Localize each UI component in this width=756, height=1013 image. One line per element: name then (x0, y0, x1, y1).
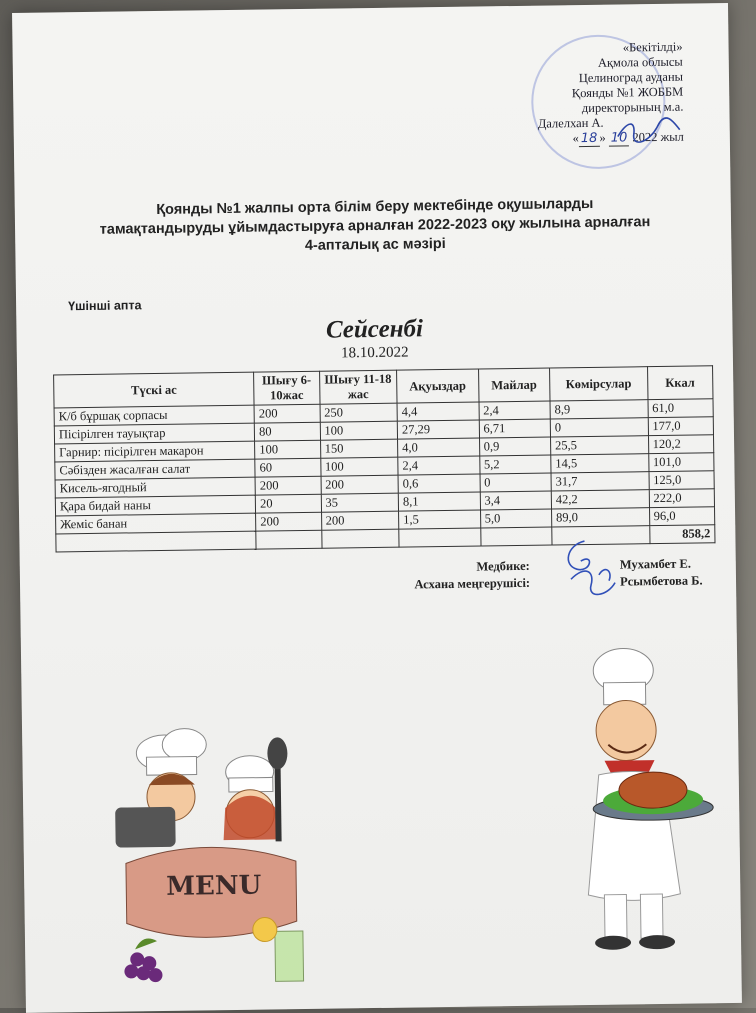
title-line: 4-апталық ас мәзірі (304, 235, 446, 254)
handwritten-signature-icon (554, 534, 625, 605)
value-cell: 89,0 (551, 508, 649, 527)
approval-line: Қоянды №1 ЖОББМ (571, 84, 684, 101)
nurse-name: Мухамбет Е. (619, 556, 691, 572)
dish-name-cell: Пісірілген тауықтар (54, 423, 254, 444)
value-cell: 6,71 (479, 419, 551, 438)
approval-line: директорының м.а. (581, 99, 684, 116)
dish-name-cell: Сәбізден жасалған салат (55, 459, 255, 480)
value-cell: 8,9 (550, 400, 648, 419)
value-cell: 100 (320, 457, 398, 476)
value-cell: 27,29 (397, 420, 479, 439)
header-cell: Көмірсулар (550, 367, 648, 401)
value-cell: 5,2 (479, 455, 551, 474)
value-cell: 120,2 (648, 435, 714, 454)
value-cell: 60 (255, 458, 321, 477)
value-cell: 100 (255, 440, 321, 459)
menu-document (12, 3, 742, 1013)
table-body (54, 399, 715, 552)
title-line: тамақтандыруды ұйымдастыруға арналған 2022-2023 оқу жылына арналған (99, 214, 651, 238)
dish-name-cell: Кисель-ягодный (55, 477, 255, 498)
value-cell: 100 (320, 421, 398, 440)
value-cell: 0,6 (398, 474, 480, 493)
date-day: 18 (579, 131, 600, 147)
day-date: 18.10.2022 (340, 344, 409, 362)
header-cell: Түскі ас (54, 372, 255, 408)
value-cell (256, 530, 322, 549)
header-cell: Шығу 6-10жас (254, 371, 320, 405)
week-label: Үшінші апта (68, 298, 142, 314)
value-cell: 150 (320, 439, 398, 458)
value-cell: 4,4 (397, 402, 479, 421)
menu-sign-text: MENU (166, 870, 262, 902)
value-cell: 222,0 (649, 489, 715, 508)
value-cell: 177,0 (648, 417, 714, 436)
canteen-name: Рсымбетова Б. (619, 573, 703, 589)
signatures-block (380, 555, 720, 594)
director-signature-icon (614, 116, 684, 147)
value-cell: 2,4 (398, 456, 480, 475)
nurse-role: Медбике: (476, 558, 530, 574)
canteen-signature-row (380, 572, 720, 594)
header-cell: Ккал (647, 366, 713, 400)
title-line: Қоянды №1 жалпы орта білім беру мектебінде оқушыларды (156, 195, 594, 219)
value-cell: 5,0 (480, 509, 552, 528)
value-cell: 25,5 (550, 436, 648, 455)
header-cell: Майлар (478, 368, 550, 402)
kids-chefs-icon (104, 721, 318, 994)
date-year: 2022 жыл (632, 129, 684, 145)
dish-name-cell: Гарнир: пісірілген макарон (55, 441, 255, 462)
value-cell: 0,9 (479, 437, 551, 456)
value-cell: 42,2 (551, 490, 649, 509)
value-cell: 858,2 (649, 525, 715, 544)
value-cell: 2,4 (479, 401, 551, 420)
value-cell: 3,4 (480, 491, 552, 510)
value-cell: 0 (480, 473, 552, 492)
value-cell: 31,7 (551, 472, 649, 491)
date-month: 10 (609, 130, 630, 146)
dish-name-cell: Жеміс банан (56, 513, 256, 534)
approval-line: Целиноград ауданы (578, 69, 684, 86)
approval-line: Ақмола облысы (597, 54, 683, 70)
value-cell: 1,5 (399, 510, 481, 529)
value-cell: 200 (255, 476, 321, 495)
header-cell: Шығу 11-18 жас (319, 370, 397, 404)
approval-date: « 18 » 10 2022 жыл (572, 129, 684, 147)
approval-director: Далелхан А. (537, 115, 604, 131)
canteen-role: Асхана меңгерушісі: (414, 575, 531, 592)
value-cell: 80 (254, 422, 320, 441)
value-cell: 8,1 (398, 492, 480, 511)
dish-name-cell (56, 531, 256, 552)
dish-name-cell: К/б бұршақ сорпасы (54, 405, 254, 426)
day-name: Сейсенбі (325, 315, 424, 344)
value-cell: 125,0 (649, 471, 715, 490)
approval-line: «Бекітілді» (622, 39, 683, 55)
value-cell: 200 (321, 511, 399, 530)
value-cell: 35 (321, 493, 399, 512)
value-cell: 200 (321, 475, 399, 494)
value-cell (321, 529, 399, 548)
value-cell: 14,5 (551, 454, 649, 473)
value-cell: 0 (550, 418, 648, 437)
value-cell: 200 (256, 512, 322, 531)
value-cell: 61,0 (648, 399, 714, 418)
value-cell (480, 527, 552, 546)
value-cell: 250 (320, 403, 398, 422)
value-cell: 20 (255, 494, 321, 513)
value-cell: 101,0 (648, 453, 714, 472)
chef-with-turkey-icon (573, 643, 727, 955)
value-cell: 4,0 (398, 438, 480, 457)
value-cell: 96,0 (649, 507, 715, 526)
menu-table (53, 365, 715, 552)
header-cell: Ақуыздар (397, 369, 479, 403)
dish-name-cell: Қара бидай наны (55, 495, 255, 516)
value-cell: 200 (254, 404, 320, 423)
value-cell (399, 528, 481, 547)
document-title (85, 194, 666, 259)
